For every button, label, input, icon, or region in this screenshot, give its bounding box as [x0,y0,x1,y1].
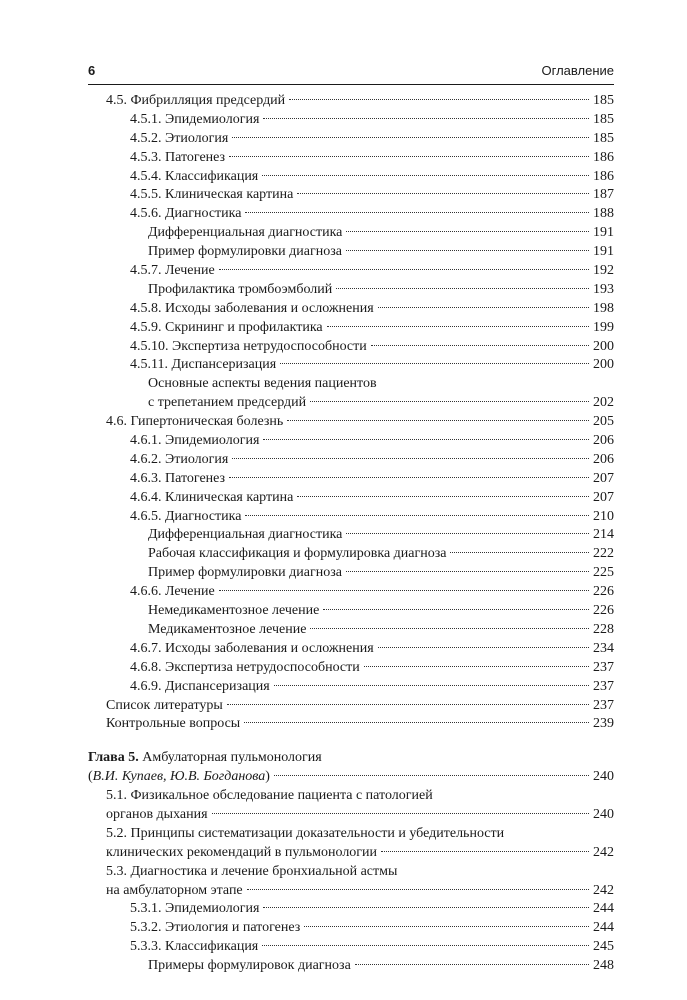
toc-entry-title: Рабочая классификация и формулировка диагноза [148,546,447,562]
toc-page-number: 185 [593,111,614,127]
toc-page-number: 237 [593,697,614,713]
toc-entry[interactable] [88,413,614,432]
toc-entry[interactable] [88,92,614,111]
dot-leader [232,137,589,138]
toc-page-number: 226 [593,603,614,619]
toc-entry[interactable] [88,432,614,451]
dot-leader [297,193,589,194]
toc-entry[interactable] [88,787,614,806]
toc-entry[interactable] [88,825,614,844]
toc-entry-title: 4.6. Гипертоническая болезнь [106,414,284,430]
toc-entry-title: 4.6.9. Диспансеризация [130,678,270,694]
toc-page-number: 185 [593,93,614,108]
toc-entry[interactable] [88,281,614,300]
toc-entry-title: 4.6.5. Диагностика [130,508,242,524]
dot-leader [219,269,589,270]
toc-entry[interactable] [88,149,614,168]
authors-paren-close: ) [265,769,270,785]
toc-page-number: 226 [593,584,614,600]
toc-entry[interactable] [88,806,614,825]
toc-entry-title: 4.6.1. Эпидемиология [130,433,260,449]
dot-leader [450,552,589,553]
toc-entry[interactable] [88,697,614,716]
toc-page-number: 207 [593,470,614,486]
toc-entry[interactable] [88,130,614,149]
toc-entry-title: 4.5.1. Эпидемиология [130,111,260,127]
toc-entry[interactable] [88,900,614,919]
dot-leader [229,477,589,478]
dot-leader [247,889,589,890]
dot-leader [327,326,589,327]
toc-page-number: 234 [593,640,614,656]
toc-page-number: 244 [593,901,614,917]
toc-entry-title: Примеры формулировок диагноза [148,958,351,974]
toc-chapter4-part [88,92,614,734]
toc-entry-title: 4.6.6. Лечение [130,584,215,600]
dot-leader [346,250,589,251]
toc-page-number: 222 [593,546,614,562]
toc-page-number: 240 [593,806,614,822]
toc-entry-title: Основные аспекты ведения пациентов [148,376,377,392]
toc-entry[interactable] [88,489,614,508]
toc-page-number: 191 [593,225,614,241]
dot-leader [219,590,589,591]
toc-entry-title: Контрольные вопросы [106,716,241,732]
dot-leader [280,363,589,364]
toc-entry[interactable] [88,319,614,338]
toc-entry-title: 5.3.2. Этиология и патогенез [130,920,301,936]
toc-page-number: 206 [593,433,614,449]
toc-entry-title: Дифференциальная диагностика [148,527,343,543]
toc-entry[interactable] [88,659,614,678]
dot-leader [232,458,589,459]
dot-leader [378,647,589,648]
toc-page-number: 242 [593,882,614,898]
toc-entry-title: 4.5.11. Диспансеризация [130,357,277,373]
toc-entry[interactable] [88,583,614,602]
toc-page-number: 225 [593,565,614,581]
toc-page-number: 199 [593,319,614,335]
dot-leader [346,571,589,572]
toc-page-number: 228 [593,621,614,637]
toc-entry-title: 4.5.5. Клиническая картина [130,187,294,203]
toc-page-number: 245 [593,939,614,955]
toc-entry-title: на амбулаторном этапе [106,882,243,898]
toc-page-number: 244 [593,920,614,936]
running-header [88,62,614,85]
chapter-authors [88,768,270,787]
toc-page-number: 205 [593,414,614,430]
toc-page-number: 200 [593,338,614,354]
toc-chapter-authors[interactable] [88,768,614,787]
toc-page-number: 192 [593,263,614,279]
toc-entry-title: 4.6.2. Этиология [130,451,229,467]
toc-entry[interactable] [88,678,614,697]
toc-entry-title: 5.2. Принципы систематизации доказательности и убедительности [106,825,505,841]
toc-entry-title: Немедикаментозное лечение [148,603,320,619]
toc-page-number: 239 [593,716,614,732]
chapter-label: Глава 5. [88,750,139,766]
dot-leader [244,722,589,723]
toc-entry[interactable] [88,394,614,413]
dot-leader [346,231,589,232]
toc-entry[interactable] [88,640,614,659]
chapter-name: Амбулаторная пульмонология [138,750,322,766]
table-of-contents [88,92,614,976]
dot-leader [245,515,589,516]
toc-entry[interactable] [88,300,614,319]
toc-entry[interactable] [88,526,614,545]
toc-page-number: 202 [593,395,614,411]
toc-entry[interactable] [88,243,614,262]
dot-leader [304,926,589,927]
toc-entry-title: 4.6.3. Патогенез [130,470,226,486]
toc-entry[interactable] [88,938,614,957]
toc-page-number: 237 [593,678,614,694]
dot-leader [371,345,589,346]
authors-names: В.И. Купаев, Ю.В. Богданова [92,769,266,785]
toc-page-number: 186 [593,168,614,184]
toc-entry[interactable] [88,111,614,130]
toc-entry[interactable] [88,470,614,489]
dot-leader [381,851,589,852]
toc-entry[interactable] [88,715,614,734]
dot-leader [310,401,589,402]
toc-entry-title: 4.5.8. Исходы заболевания и осложнения [130,300,374,316]
toc-entry[interactable] [88,957,614,976]
toc-page-number: 188 [593,206,614,222]
toc-entry-title: 4.5.3. Патогенез [130,149,226,165]
toc-entry-title: Профилактика тромбоэмболий [148,281,333,297]
toc-entry-title: 5.3. Диагностика и лечение бронхиальной астмы [106,863,398,879]
running-title: Оглавление [541,63,614,78]
toc-entry-title: с трепетанием предсердий [148,395,307,411]
toc-entry[interactable] [88,564,614,583]
toc-entry[interactable] [88,863,614,882]
toc-entry[interactable] [88,919,614,938]
toc-page-number: 237 [593,659,614,675]
toc-entry[interactable] [88,186,614,205]
dot-leader [229,156,589,157]
toc-entry[interactable] [88,602,614,621]
dot-leader [274,775,589,776]
toc-entry[interactable] [88,205,614,224]
dot-leader [245,212,589,213]
toc-entry-title: 5.1. Физикальное обследование пациента с патологией [106,788,433,804]
toc-page-number: 198 [593,300,614,316]
toc-page-number: 207 [593,489,614,505]
dot-leader [323,609,589,610]
dot-leader [263,907,589,908]
authors-paren-open: ( [88,769,93,785]
toc-chapter5-part [88,787,614,976]
dot-leader [336,288,589,289]
toc-entry[interactable] [88,375,614,394]
toc-entry[interactable] [88,168,614,187]
dot-leader [263,118,589,119]
toc-entry-title: 4.5.2. Этиология [130,130,229,146]
dot-leader [227,704,589,705]
dot-leader [378,307,589,308]
toc-entry[interactable] [88,224,614,243]
toc-entry-title: 4.5.10. Экспертиза нетрудоспособности [130,338,367,354]
toc-entry-title: Пример формулировки диагноза [148,244,342,260]
dot-leader [346,533,589,534]
toc-chapter-heading[interactable] [88,749,614,768]
dot-leader [364,666,589,667]
toc-entry-title: 4.5. Фибрилляция предсердий [106,93,286,108]
toc-entry-title: Пример формулировки диагноза [148,565,342,581]
dot-leader [287,420,589,421]
toc-page-number: 206 [593,451,614,467]
toc-entry[interactable] [88,621,614,640]
toc-page-number: 210 [593,508,614,524]
toc-entry-title: 4.6.4. Клиническая картина [130,489,294,505]
page-number: 6 [88,63,96,78]
dot-leader [289,99,589,100]
toc-entry[interactable] [88,882,614,901]
toc-entry[interactable] [88,844,614,863]
toc-entry[interactable] [88,262,614,281]
toc-entry-title: 4.6.8. Экспертиза нетрудоспособности [130,659,360,675]
chapter-gap [88,734,614,749]
dot-leader [262,945,589,946]
toc-page-number: 200 [593,357,614,373]
toc-entry[interactable] [88,338,614,357]
toc-page-number: 187 [593,187,614,203]
dot-leader [212,813,589,814]
toc-entry-title: 4.5.4. Классификация [130,168,259,184]
toc-entry-title: Дифференциальная диагностика [148,225,343,241]
toc-entry[interactable] [88,508,614,527]
toc-entry[interactable] [88,545,614,564]
toc-entry-title: 4.5.9. Скрининг и профилактика [130,319,323,335]
toc-page-number: 193 [593,281,614,297]
toc-page-number: 242 [593,844,614,860]
toc-page-number: 248 [593,958,614,974]
toc-page-number: 240 [593,769,614,785]
dot-leader [262,175,589,176]
toc-entry-title: 5.3.1. Эпидемиология [130,901,260,917]
toc-entry-title: 5.3.3. Классификация [130,939,259,955]
toc-page-number: 185 [593,130,614,146]
dot-leader [310,628,589,629]
toc-page-number: 214 [593,527,614,543]
toc-entry[interactable] [88,451,614,470]
toc-entry-title: Список литературы [106,697,223,713]
dot-leader [274,685,589,686]
toc-entry-title: 4.6.7. Исходы заболевания и осложнения [130,640,374,656]
toc-entry-title: 4.5.6. Диагностика [130,206,242,222]
toc-entry[interactable] [88,356,614,375]
dot-leader [355,964,589,965]
toc-entry-title: органов дыхания [106,806,208,822]
chapter-title [88,749,322,768]
toc-entry-title: клинических рекомендаций в пульмонологии [106,844,378,860]
dot-leader [263,439,589,440]
toc-page-number: 191 [593,244,614,260]
dot-leader [297,496,589,497]
toc-page-number: 186 [593,149,614,165]
toc-entry-title: 4.5.7. Лечение [130,263,215,279]
toc-entry-title: Медикаментозное лечение [148,621,307,637]
